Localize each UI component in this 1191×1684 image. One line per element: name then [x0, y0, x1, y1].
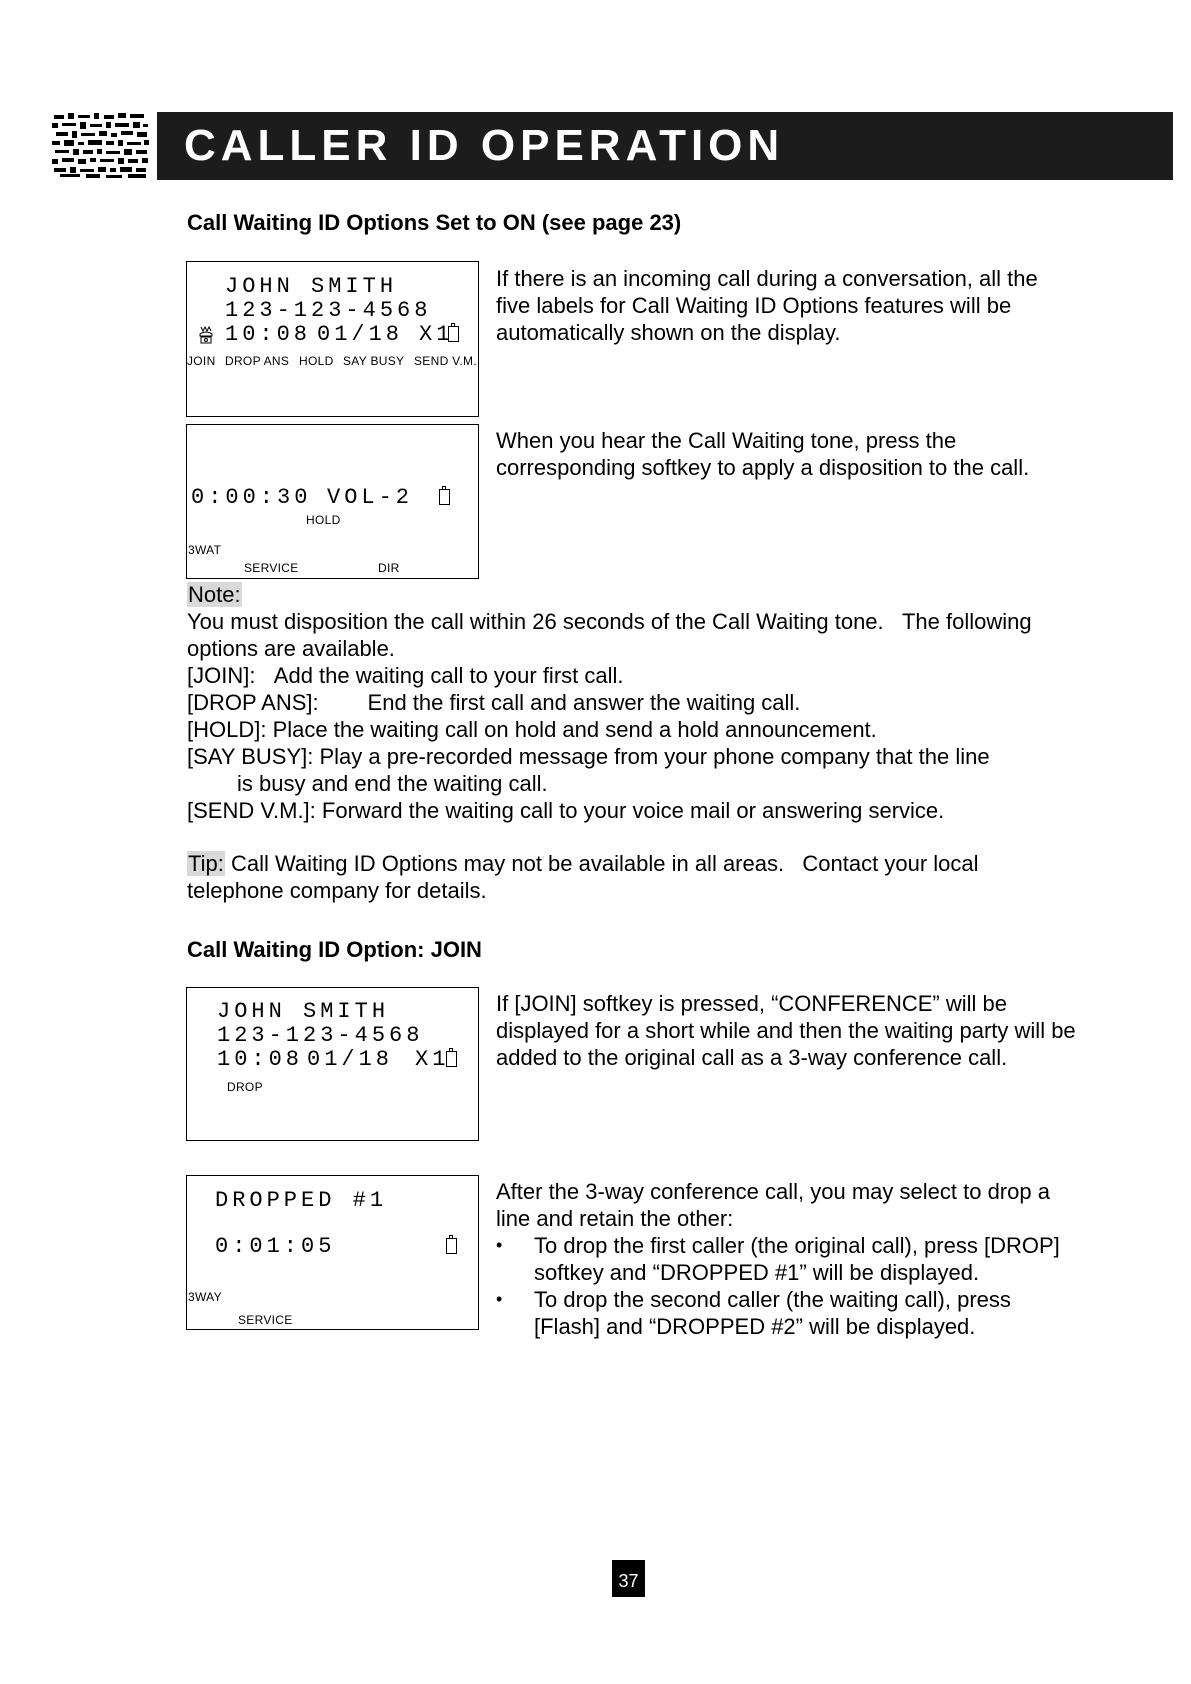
lcd-display-join — [186, 987, 479, 1141]
section-heading: Call Waiting ID Option: JOIN — [187, 937, 482, 962]
note-join: [JOIN]: Add the waiting call to your first call. — [187, 663, 624, 688]
paragraph-dropped: After the 3-way conference call, you may select to drop a line and retain the other: — [496, 1179, 1050, 1231]
note-block — [187, 581, 1087, 824]
lcd-caller-number: 123-123-4568 — [225, 298, 432, 323]
lcd-call-timer: 0:00:30 — [191, 485, 312, 510]
lcd-call-date: 01/18 — [307, 1047, 394, 1072]
lcd-caller-number: 123-123-4568 — [217, 1023, 424, 1048]
softkey-service[interactable]: SERVICE — [244, 561, 299, 575]
list-item: • To drop the first caller (the original call), press [DROP] softkey and “DROPPED #1” will be displayed. — [496, 1232, 1076, 1286]
softkey-drop[interactable]: DROP — [227, 1080, 263, 1094]
note-drop-ans: [DROP ANS]: End the first call and answer the waiting call. — [187, 690, 801, 715]
softkey-say-busy[interactable]: SAY BUSY — [343, 354, 405, 368]
page-title: CALLER ID OPERATION — [184, 121, 785, 170]
note-say-busy-2: is busy and end the waiting call. — [237, 771, 548, 796]
lcd-volume: VOL-2 — [327, 485, 414, 510]
note-hold: [HOLD]: Place the waiting call on hold and send a hold announcement. — [187, 717, 877, 742]
tip-text-2: telephone company for details. — [187, 878, 487, 903]
lcd-call-count: X1 — [419, 322, 454, 347]
bullet-list — [496, 1232, 1076, 1340]
paragraph-join: If [JOIN] softkey is pressed, “CONFERENCE” will be displayed for a short while and then the waiting party will be added to the original call as a 3-way conference call. — [496, 991, 1076, 1070]
note-label: Note: — [188, 582, 241, 607]
softkey-join[interactable]: JOIN — [187, 354, 216, 368]
lcd-call-timer: 0:01:05 — [215, 1234, 336, 1259]
lcd-display-dropped — [186, 1175, 479, 1330]
softkey-service[interactable]: SERVICE — [238, 1313, 293, 1327]
lcd-display-call-timer — [186, 424, 479, 579]
battery-icon — [439, 489, 450, 505]
lcd-dropped-line: DROPPED #1 — [215, 1188, 388, 1213]
lcd-caller-name: JOHN SMITH — [225, 274, 398, 299]
note-say-busy-1: [SAY BUSY]: Play a pre-recorded message from your phone company that the line — [187, 744, 990, 769]
dropped-block — [496, 1178, 1076, 1340]
tip-block — [187, 850, 1087, 904]
paragraph-incoming: If there is an incoming call during a conversation, all the five labels for Call Waiting ID Options features will be automatically shown on the display. — [496, 266, 1038, 345]
battery-icon — [446, 1238, 457, 1254]
paragraph-call-waiting-tone: When you hear the Call Waiting tone, press the corresponding softkey to apply a disposition to the call. — [496, 428, 1030, 480]
softkey-hold[interactable]: HOLD — [299, 354, 334, 368]
battery-icon — [446, 1051, 457, 1067]
lcd-call-time: 10:08 — [225, 322, 312, 347]
tip-label: Tip: — [188, 851, 224, 876]
lcd-hold-label: HOLD — [306, 513, 341, 527]
softkey-send-vm[interactable]: SEND V.M. — [414, 354, 477, 368]
lcd-call-time: 10:08 — [217, 1047, 304, 1072]
softkey-dir[interactable]: DIR — [378, 561, 400, 575]
softkey-3way[interactable]: 3WAT — [188, 543, 222, 557]
battery-icon — [448, 326, 459, 342]
section-heading: Call Waiting ID Options Set to ON (see page 23) — [187, 210, 682, 235]
lcd-display-incoming — [186, 261, 479, 417]
softkey-drop-ans[interactable]: DROP ANS — [225, 354, 290, 368]
logo-pattern-icon — [52, 111, 149, 179]
list-item: • To drop the second caller (the waiting call), press [Flash] and “DROPPED #2” will be displayed. — [496, 1286, 1076, 1340]
note-intro: You must disposition the call within 26 seconds of the Call Waiting tone. The following options are available. — [187, 609, 1032, 661]
tip-text-1: Call Waiting ID Options may not be available in all areas. Contact your local — [224, 851, 979, 876]
note-send-vm: [SEND V.M.]: Forward the waiting call to your voice mail or answering service. — [187, 798, 945, 823]
page-number: 37 — [612, 1560, 645, 1597]
softkey-3way[interactable]: 3WAY — [188, 1290, 222, 1304]
lcd-caller-name: JOHN SMITH — [217, 999, 390, 1024]
lcd-call-date: 01/18 — [317, 322, 404, 347]
phone-icon — [198, 325, 214, 345]
lcd-call-count: X1 — [415, 1047, 450, 1072]
